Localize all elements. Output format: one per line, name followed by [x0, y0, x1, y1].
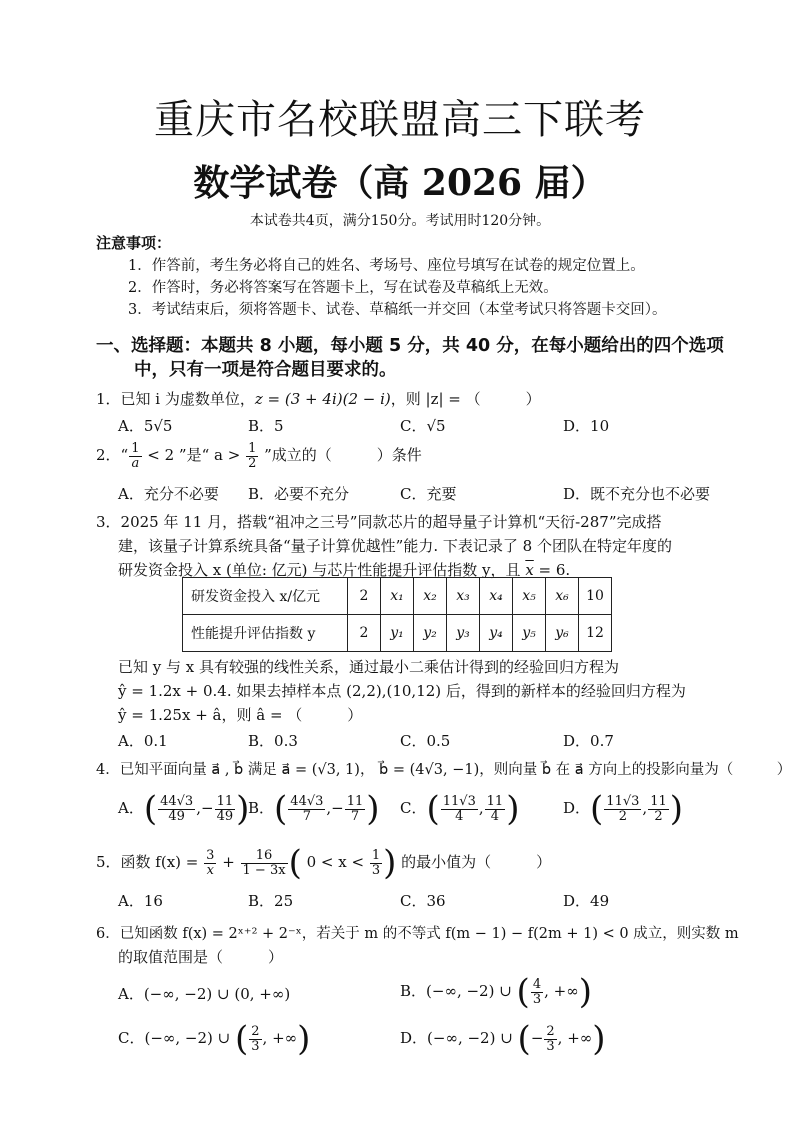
question-3-line3: 研发资金投入 x (单位: 亿元) 与芯片性能提升评估指数 y，且 $\overline{x} = 6$.	[118, 561, 571, 579]
q2-option-c: C．充要	[400, 485, 457, 503]
question-5-stem: 5．函数 f(x) = $\frac{3}{x}$ + $\frac{16}{1 - 3x}$ ( 0 < x < $\frac{1}{3}$ ) 的最小值为（ ）	[96, 843, 552, 883]
question-6-line1: 6．已知函数 f(x) = 2ˣ⁺² + 2⁻ˣ，若关于 m 的不等式 f(m − 1) − f(2m + 1) < 0 成立，则实数 m	[96, 926, 739, 942]
q5-option-d: D．49	[563, 892, 610, 910]
q1-formula: z = (3 + 4i)(2 − i)	[254, 390, 391, 408]
table-cell: x₆	[546, 578, 579, 615]
q3-option-d: D．0.7	[563, 732, 614, 750]
notice-item: 1．作答前，考生务必将自己的姓名、考场号、座位号填写在试卷的规定位置上。	[128, 258, 645, 274]
table-cell: x₄	[480, 578, 513, 615]
table-cell: x₃	[447, 578, 480, 615]
table-cell: y₁	[381, 615, 414, 652]
section-heading-line2: 中，只有一项是符合题目要求的。	[134, 360, 397, 380]
q5-option-a: A．16	[118, 892, 163, 910]
q3-data-table	[182, 577, 612, 652]
q6-option-a: A．(−∞, −2) ∪ (0, +∞)	[118, 985, 291, 1003]
q6-option-b: B．(−∞, −2) ∪ ( $\frac{4}{3}$ , +∞)	[400, 972, 592, 1012]
q4-option-c: C．( $\frac{11√3}{4}$ , $\frac{11}{4}$ )	[400, 789, 520, 829]
q3-option-b: B．0.3	[248, 732, 298, 750]
question-1-stem: 1．已知 i 为虚数单位，z = (3 + 4i)(2 − i)，则 |z| = （ ）	[96, 390, 541, 408]
table-cell: 12	[579, 615, 612, 652]
exam-title-line2: 数学试卷（高 2026 届）	[193, 162, 607, 204]
table-cell: y₂	[414, 615, 447, 652]
q1-option-b: B．5	[248, 417, 284, 435]
section-heading-line1: 一、选择题：本题共 8 小题，每小题 5 分，共 40 分，在每小题给出的四个选项	[96, 336, 724, 356]
q5-option-c: C．36	[400, 892, 446, 910]
q2-fraction-1-over-a: $\frac{1}{a}$	[131, 441, 140, 471]
exam-title-line1: 重庆市名校联盟高三下联考	[154, 97, 646, 143]
table-cell: 10	[579, 578, 612, 615]
q1-option-c: C．√5	[400, 417, 446, 435]
question-4-stem: 4．已知平面向量 a⃗ , b⃗ 满足 a⃗ = (√3, 1)， b⃗ = (4√3, −1)，则向量 b⃗ 在 a⃗ 方向上的投影向量为（ ）	[96, 762, 792, 778]
table-cell: y₃	[447, 615, 480, 652]
q6-option-d: D．(−∞, −2) ∪ (− $\frac{2}{3}$ , +∞)	[400, 1019, 606, 1059]
question-3-line5: ŷ = 1.2x + 0.4. 如果去掉样本点 (2,2),(10,12) 后，得到的新样本的经验回归方程为	[118, 682, 686, 700]
question-2-stem: 2．“ $\frac{1}{a}$ < 2 ”是“ a > $\frac{1}{2}$ ”成立的（ ）条件	[96, 441, 422, 471]
notice-item: 2．作答时，务必将答案写在答题卡上，写在试卷及草稿纸上无效。	[128, 280, 558, 296]
notice-heading: 注意事项：	[96, 234, 172, 252]
question-3-line1: 3．2025 年 11 月，搭载“祖冲之三号”同款芯片的超导量子计算机“天衍-287”完成搭	[96, 513, 662, 531]
table-cell: y₆	[546, 615, 579, 652]
table-cell: 2	[348, 615, 381, 652]
table-cell: y₅	[513, 615, 546, 652]
table-row	[183, 615, 612, 652]
question-3-line4: 已知 y 与 x 具有较强的线性关系，通过最小二乘估计得到的经验回归方程为	[118, 658, 620, 676]
q2-option-a: A．充分不必要	[118, 485, 219, 503]
table-row-header: 研发资金投入 x/亿元	[183, 578, 348, 615]
exam-intro: 本试卷共4页，满分150分。考试用时120分钟。	[249, 213, 551, 229]
question-6-line2: 的取值范围是（ ）	[118, 948, 284, 966]
q1-option-a: A．5√5	[118, 417, 173, 435]
notice-item: 3．考试结束后，须将答题卡、试卷、草稿纸一并交回（本堂考试只将答题卡交回）。	[128, 302, 667, 318]
q4-option-b: B．( $\frac{44√3}{7}$ ,− $\frac{11}{7}$ )	[248, 789, 380, 829]
q3-x-bar: $\overline{x}$	[525, 561, 534, 579]
question-3-line2: 建，该量子计算系统具备“量子计算优越性”能力. 下表记录了 8 个团队在特定年度的	[118, 537, 672, 555]
table-row	[183, 578, 612, 615]
q3-option-a: A．0.1	[118, 732, 168, 750]
q3-option-c: C．0.5	[400, 732, 451, 750]
table-row-header: 性能提升评估指数 y	[183, 615, 348, 652]
q6-option-c: C．(−∞, −2) ∪ ( $\frac{2}{3}$ , +∞)	[118, 1019, 311, 1059]
q2-fraction-1-over-2: $\frac{1}{2}$	[248, 441, 257, 471]
table-cell: x₂	[414, 578, 447, 615]
table-cell: y₄	[480, 615, 513, 652]
question-3-line6: ŷ = 1.25x + â，则 â = （ ）	[118, 706, 363, 724]
q5-option-b: B．25	[248, 892, 294, 910]
table-cell: 2	[348, 578, 381, 615]
table-cell: x₅	[513, 578, 546, 615]
table-cell: x₁	[381, 578, 414, 615]
q1-option-d: D．10	[563, 417, 610, 435]
q2-option-d: D．既不充分也不必要	[563, 485, 711, 503]
q2-option-b: B．必要不充分	[248, 485, 350, 503]
q4-option-d: D．( $\frac{11√3}{2}$ , $\frac{11}{2}$ )	[563, 789, 683, 829]
q4-option-a: A．( $\frac{44√3}{49}$ ,− $\frac{11}{49}$ )	[118, 789, 250, 829]
